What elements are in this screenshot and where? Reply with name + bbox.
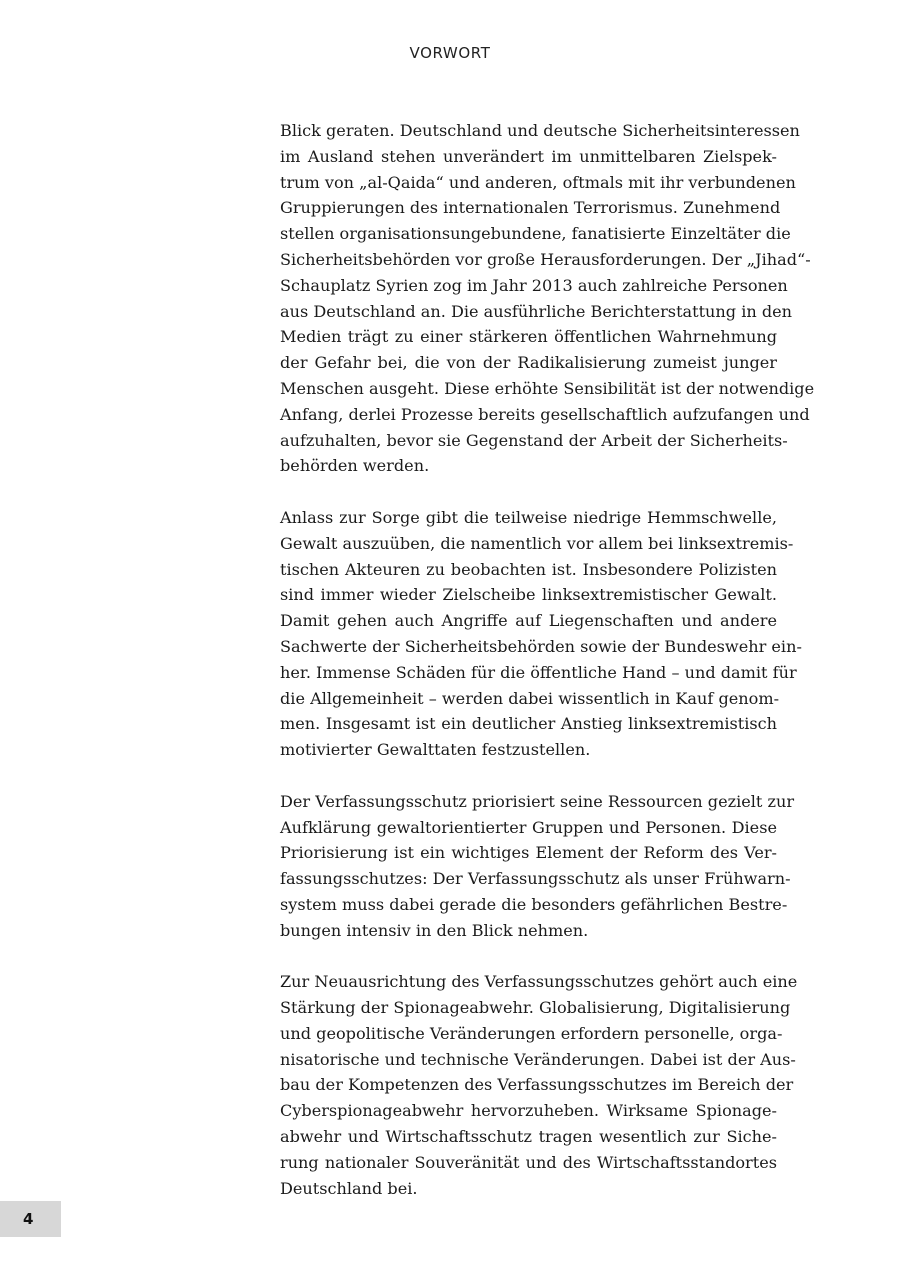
text-line: Aufklärung gewaltorientierter Gruppen und Personen. Diese [280, 817, 777, 837]
text-line: system muss dabei gerade die besonders gefährlichen Bestre- [280, 894, 788, 914]
text-line: motivierter Gewalttaten festzustellen. [280, 740, 591, 760]
text-line: rung nationaler Souveränität und des Wirtschaftsstandortes [280, 1152, 777, 1172]
text-line: im Ausland stehen unverändert im unmittelbaren Zielspek- [280, 146, 777, 166]
paragraph-2 [280, 505, 802, 763]
text-line: Priorisierung ist ein wichtiges Element der Reform des Ver- [280, 843, 777, 863]
text-line: Anfang, derlei Prozesse bereits gesellschaftlich aufzufangen und [280, 404, 810, 424]
text-line: Anlass zur Sorge gibt die teilweise niedrige Hemmschwelle, [280, 507, 777, 527]
text-line: Sachwerte der Sicherheitsbehörden sowie der Bundeswehr ein- [280, 636, 802, 656]
text-line: bungen intensiv in den Blick nehmen. [280, 920, 589, 940]
text-line: aus Deutschland an. Die ausführliche Berichterstattung in den [280, 301, 793, 321]
text-line: behörden werden. [280, 456, 430, 476]
text-line: Damit gehen auch Angriffe auf Liegenschaften und andere [280, 611, 777, 631]
text-line: Der Verfassungsschutz priorisiert seine Ressourcen gezielt zur [280, 791, 795, 811]
text-line: Schauplatz Syrien zog im Jahr 2013 auch zahlreiche Personen [280, 275, 788, 295]
text-line: fassungsschutzes: Der Verfassungsschutz als unser Frühwarn- [280, 869, 791, 889]
text-line: aufzuhalten, bevor sie Gegenstand der Arbeit der Sicherheits- [280, 430, 788, 450]
text-line: Zur Neuausrichtung des Verfassungsschutzes gehört auch eine [280, 972, 798, 992]
text-line: trum von „al-Qaida“ und anderen, oftmals mit ihr verbundenen [280, 172, 796, 192]
text-line: Medien trägt zu einer stärkeren öffentlichen Wahrnehmung [280, 327, 777, 347]
text-line: Menschen ausgeht. Diese erhöhte Sensibilität ist der notwendige [280, 378, 815, 398]
paragraph-1 [280, 118, 815, 479]
text-line: abwehr und Wirtschaftsschutz tragen wesentlich zur Siche- [280, 1127, 777, 1147]
text-line: Sicherheitsbehörden vor große Herausforderungen. Der „Jihad“- [280, 249, 811, 269]
page-number-tab [0, 1201, 61, 1237]
text-line: die Allgemeinheit – werden dabei wissentlich in Kauf genom- [280, 688, 780, 708]
text-line: her. Immense Schäden für die öffentliche Hand – und damit für [280, 662, 797, 682]
page-number: 4 [23, 1210, 34, 1228]
text-line: stellen organisationsungebundene, fanatisierte Einzeltäter die [280, 224, 791, 244]
text-line: und geopolitische Veränderungen erfordern personelle, orga- [280, 1023, 783, 1043]
text-line: Cyberspionageabwehr hervorzuheben. Wirksame Spionage- [280, 1101, 777, 1121]
text-line: Gruppierungen des internationalen Terrorismus. Zunehmend [280, 198, 781, 218]
text-line: bau der Kompetenzen des Verfassungsschutzes im Bereich der [280, 1075, 794, 1095]
paragraph-3 [280, 789, 795, 944]
body-text [280, 118, 815, 1227]
text-line: der Gefahr bei, die von der Radikalisierung zumeist junger [280, 353, 777, 373]
paragraph-4 [280, 969, 798, 1201]
text-line: Stärkung der Spionageabwehr. Globalisierung, Digitalisierung [280, 998, 791, 1018]
text-line: Deutschland bei. [280, 1178, 418, 1198]
text-line: nisatorische und technische Veränderungen. Dabei ist der Aus- [280, 1049, 796, 1069]
text-line: men. Insgesamt ist ein deutlicher Anstieg linksextremistisch [280, 714, 777, 734]
running-header: VORWORT [409, 44, 491, 62]
text-line: Blick geraten. Deutschland und deutsche Sicherheitsinteressen [280, 121, 800, 140]
text-line: sind immer wieder Zielscheibe linksextremistischer Gewalt. [280, 585, 777, 605]
text-line: Gewalt auszuüben, die namentlich vor allem bei linksextremis- [280, 533, 794, 553]
text-line: tischen Akteuren zu beobachten ist. Insbesondere Polizisten [280, 559, 777, 579]
